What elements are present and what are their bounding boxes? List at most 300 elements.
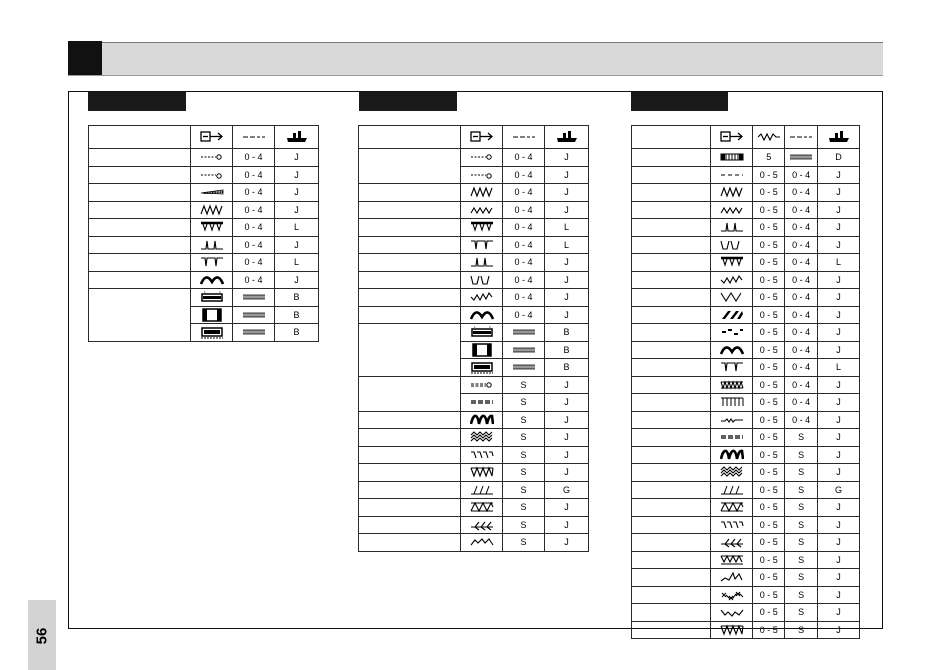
stitch-width-value: 0 - 5 — [759, 344, 778, 355]
scallop-icon — [200, 273, 224, 287]
stitch-length-cell — [503, 184, 545, 202]
presser-foot-cell — [275, 149, 319, 167]
stitch-length-cell — [785, 236, 818, 254]
table-row — [89, 149, 319, 167]
shell-tuck-icon — [200, 220, 224, 234]
table-row — [632, 306, 860, 324]
honeycomb-icon — [470, 430, 494, 444]
stitch-length-cell — [785, 184, 818, 202]
stitch-icon-cell — [711, 271, 753, 289]
stitch-name-cell — [359, 534, 461, 552]
rick-rack-icon — [720, 448, 744, 462]
stitch-length-cell — [233, 271, 275, 289]
presser-foot-value: J — [564, 449, 569, 460]
presser-foot-cell — [818, 324, 860, 342]
stitch-icon-cell — [461, 236, 503, 254]
stitch-icon-cell — [461, 184, 503, 202]
presser-foot-cell — [818, 516, 860, 534]
stitch-length-value: 0 - 4 — [244, 257, 263, 268]
stitch-icon-cell — [711, 499, 753, 517]
stitch-length-cell — [233, 289, 275, 307]
presser-foot-value: J — [836, 327, 841, 338]
presser-foot-cell — [818, 481, 860, 499]
presser-foot-cell — [545, 324, 589, 342]
buttonhole-round-icon — [200, 290, 224, 304]
table-row — [632, 534, 860, 552]
table-row — [632, 359, 860, 377]
stitch-width-value: 0 - 5 — [759, 467, 778, 478]
page-number-tab — [28, 600, 56, 670]
stitch-length-cell — [503, 359, 545, 377]
stitch-icon-cell — [711, 324, 753, 342]
page-number: 56 — [33, 627, 51, 645]
presser-foot-value: J — [564, 467, 569, 478]
stitch-length-value: S — [798, 572, 805, 583]
presser-foot-value: J — [836, 519, 841, 530]
table-row — [632, 551, 860, 569]
stitch-name-cell — [632, 166, 711, 184]
stitch-width-value: 0 - 5 — [759, 572, 778, 583]
svg-text:2: 2 — [488, 325, 491, 330]
stitch-name-cell — [89, 201, 191, 219]
stitch-width-value: 0 - 5 — [759, 379, 778, 390]
stitch-icon-cell — [461, 516, 503, 534]
stitch-icon-cell — [461, 306, 503, 324]
stitch-length-value: S — [520, 432, 527, 443]
stitch-length-cell — [503, 376, 545, 394]
stitch-icon-cell — [711, 586, 753, 604]
table-row — [89, 166, 319, 184]
table-row — [632, 149, 860, 167]
buttonhole-length-icon — [242, 290, 266, 304]
stitch-width-value: 5 — [766, 152, 772, 163]
presser-foot-value: J — [836, 292, 841, 303]
stitch-name-cell — [359, 254, 461, 272]
stitch-name-cell — [632, 201, 711, 219]
presser-foot-value: J — [836, 239, 841, 250]
stitch-icon-cell — [711, 236, 753, 254]
stitch-length-value: 0 - 4 — [514, 187, 533, 198]
stitch-width-value: 0 - 5 — [759, 274, 778, 285]
stitch-name-cell — [632, 324, 711, 342]
stitch-length-cell — [503, 166, 545, 184]
stitch-name-cell — [632, 621, 711, 639]
stitch-length-cell — [785, 551, 818, 569]
table-row — [632, 604, 860, 622]
stitch-name-cell — [359, 201, 461, 219]
stitch-length-value: 0 - 4 — [244, 204, 263, 215]
heart-wave-icon — [720, 605, 744, 619]
stitch-icon-cell — [711, 306, 753, 324]
stitch-icon-cell — [461, 271, 503, 289]
presser-foot-cell — [275, 184, 319, 202]
stitch-length-value: 0 - 4 — [792, 274, 811, 285]
stitch-name-cell — [632, 411, 711, 429]
buttonhole-square-icon — [200, 308, 224, 322]
stitch-length-value: S — [520, 397, 527, 408]
stitch-width-cell — [753, 446, 785, 464]
stitch-name-cell — [359, 481, 461, 499]
stitch-length-value: 0 - 4 — [514, 169, 533, 180]
presser-foot-value: J — [564, 309, 569, 320]
stitch-length-value: 0 - 4 — [792, 379, 811, 390]
blind-hem-icon — [470, 255, 494, 269]
svg-text:1: 1 — [203, 290, 206, 295]
stitch-pattern-header-icon — [470, 130, 494, 144]
stitch-length-cell — [503, 324, 545, 342]
stretch-hem-icon — [470, 273, 494, 287]
cross-stitch-icon — [720, 588, 744, 602]
zigzag-stitch-icon — [470, 185, 494, 199]
buttonhole-length-icon — [789, 150, 813, 164]
slant-satin-icon — [720, 308, 744, 322]
presser-foot-cell — [818, 359, 860, 377]
stitch-name-cell — [632, 306, 711, 324]
presser-foot-cell — [818, 236, 860, 254]
stitch-pattern-header-icon — [720, 130, 744, 144]
presser-foot-cell — [275, 254, 319, 272]
presser-foot-value: J — [836, 554, 841, 565]
stitch-length-value: 0 - 4 — [792, 414, 811, 425]
stitch-icon-cell — [461, 446, 503, 464]
stitch-length-cell — [785, 534, 818, 552]
table-row — [89, 271, 319, 289]
stitch-length-cell — [785, 394, 818, 412]
stitch-name-cell — [89, 289, 191, 342]
triangle-stitch-icon — [470, 465, 494, 479]
stitch-icon-cell — [711, 376, 753, 394]
table-row — [359, 481, 589, 499]
buttonhole-keyhole-icon — [470, 360, 494, 374]
stitch-icon-cell — [191, 236, 233, 254]
stitch-length-cell — [785, 271, 818, 289]
stitch-icon-cell — [461, 324, 503, 342]
presser-foot-value: J — [564, 152, 569, 163]
stitch-length-value: S — [798, 537, 805, 548]
stitch-length-value: 0 - 4 — [792, 257, 811, 268]
stitch-name-cell — [359, 411, 461, 429]
feather-stitch-icon — [720, 518, 744, 532]
stitch-width-cell — [753, 394, 785, 412]
stitch-length-cell — [503, 306, 545, 324]
stitch-icon-cell — [711, 201, 753, 219]
stitch-name-cell — [359, 306, 461, 324]
buttonhole-length-icon — [242, 325, 266, 339]
stitch-width-value: 0 - 5 — [759, 239, 778, 250]
stitch-width-cell — [753, 569, 785, 587]
stitch-width-cell — [753, 201, 785, 219]
presser-foot-value: J — [294, 187, 299, 198]
table-row — [359, 376, 589, 394]
stitch-width-value: 0 - 5 — [759, 309, 778, 320]
presser-foot-cell — [818, 464, 860, 482]
presser-foot-value: L — [836, 362, 842, 373]
presser-foot-value: J — [836, 309, 841, 320]
stitch-icon-cell — [711, 219, 753, 237]
zigzag-small-icon — [720, 203, 744, 217]
presser-foot-value: J — [836, 344, 841, 355]
stitch-length-value: 0 - 4 — [792, 344, 811, 355]
wave-stitch-icon — [470, 535, 494, 549]
blind-hem-inverse-icon — [200, 255, 224, 269]
stitch-width-value: 0 - 5 — [759, 414, 778, 425]
stitch-name-cell — [359, 149, 461, 184]
stitch-length-value: S — [798, 449, 805, 460]
presser-foot-cell — [545, 376, 589, 394]
stitch-length-value: 0 - 4 — [792, 169, 811, 180]
stitch-length-value: 0 - 4 — [514, 257, 533, 268]
stitch-length-value: S — [798, 589, 805, 600]
blind-hem-inverse-icon — [720, 360, 744, 374]
presser-foot-value: B — [293, 292, 300, 303]
stitch-width-value: 0 - 5 — [759, 362, 778, 373]
stitch-width-cell — [753, 621, 785, 639]
triple-straight-center-icon — [720, 430, 744, 444]
stitch-length-value: 0 - 4 — [792, 187, 811, 198]
stitch-name-cell — [359, 271, 461, 289]
stitch-length-value: 0 - 4 — [792, 222, 811, 233]
table-row — [359, 271, 589, 289]
presser-foot-cell — [818, 394, 860, 412]
stitch-name-cell — [632, 569, 711, 587]
presser-foot-cell — [818, 219, 860, 237]
table-row — [359, 464, 589, 482]
table-row — [359, 289, 589, 307]
stitch-name-cell — [89, 236, 191, 254]
stitch-length-value: S — [798, 467, 805, 478]
stitch-length-cell — [785, 201, 818, 219]
presser-foot-cell — [818, 569, 860, 587]
triple-straight-left-icon — [470, 378, 494, 392]
straight-dashed-icon — [720, 168, 744, 182]
stitch-width-value: 0 - 5 — [759, 432, 778, 443]
stitch-length-cell — [785, 306, 818, 324]
presser-foot-value: L — [293, 257, 299, 268]
slant-stitch-icon — [720, 483, 744, 497]
stitch-length-value: 0 - 4 — [514, 152, 533, 163]
presser-foot-cell — [275, 219, 319, 237]
table-row — [89, 289, 319, 307]
stitch-icon-cell — [711, 464, 753, 482]
presser-foot-value: B — [563, 344, 570, 355]
stitch-icon-cell — [461, 219, 503, 237]
stitch-pattern-header-icon — [200, 130, 224, 144]
stitch-name-cell — [632, 551, 711, 569]
presser-foot-cell — [275, 166, 319, 184]
stitch-width-cell — [753, 429, 785, 447]
stitch-length-cell — [503, 149, 545, 167]
stitch-length-cell — [785, 341, 818, 359]
stitch-width-cell — [753, 324, 785, 342]
presser-foot-value: G — [562, 484, 570, 495]
stitch-width-cell — [753, 219, 785, 237]
stitch-icon-cell — [191, 324, 233, 342]
stitch-length-value: 0 - 4 — [792, 362, 811, 373]
overlock-icon — [720, 378, 744, 392]
presser-foot-cell — [818, 446, 860, 464]
stretch-hem-icon — [720, 238, 744, 252]
presser-foot-cell — [545, 446, 589, 464]
stitch-length-cell — [785, 411, 818, 429]
stitch-length-cell — [503, 429, 545, 447]
buttonhole-round-icon — [470, 325, 494, 339]
rick-rack-icon — [470, 413, 494, 427]
stitch-length-cell — [233, 324, 275, 342]
stitch-name-cell — [632, 236, 711, 254]
presser-foot-value: J — [294, 204, 299, 215]
stitch-length-cell — [503, 481, 545, 499]
stitch-icon-cell — [711, 289, 753, 307]
stitch-width-value: 0 - 5 — [759, 624, 778, 635]
table-row — [632, 394, 860, 412]
table-row — [359, 254, 589, 272]
presser-foot-cell — [818, 166, 860, 184]
blind-hem-icon — [200, 238, 224, 252]
presser-foot-cell — [818, 586, 860, 604]
stitch-name-cell — [632, 359, 711, 377]
presser-foot-value: J — [564, 414, 569, 425]
stitch-length-cell — [785, 586, 818, 604]
leaf-stitch-icon — [720, 570, 744, 584]
table-row — [359, 324, 589, 342]
presser-foot-value: G — [835, 484, 843, 495]
stitch-width-value: 0 - 5 — [759, 537, 778, 548]
comb-stitch-icon — [720, 395, 744, 409]
presser-foot-value: J — [564, 379, 569, 390]
stitch-length-value: S — [798, 502, 805, 513]
presser-foot-cell — [545, 289, 589, 307]
presser-foot-cell — [545, 359, 589, 377]
buttonhole-length-icon — [242, 308, 266, 322]
stitch-name-cell — [359, 184, 461, 202]
stitch-width-cell — [753, 359, 785, 377]
stitch-length-cell — [503, 534, 545, 552]
presser-foot-value: J — [836, 204, 841, 215]
stitch-icon-cell — [711, 481, 753, 499]
stitch-name-cell — [359, 236, 461, 254]
table-row — [359, 516, 589, 534]
stitch-width-cell — [753, 254, 785, 272]
presser-foot-value: J — [564, 397, 569, 408]
table-row — [359, 236, 589, 254]
straight-stitch-center-icon — [470, 168, 494, 182]
stitch-length-cell — [503, 464, 545, 482]
presser-foot-cell — [275, 201, 319, 219]
stitch-length-value: 0 - 4 — [244, 222, 263, 233]
presser-foot-value: J — [564, 537, 569, 548]
stitch-icon-cell — [461, 376, 503, 394]
table-row — [632, 464, 860, 482]
stitch-width-value: 0 - 5 — [759, 502, 778, 513]
presser-foot-header-icon — [285, 130, 309, 144]
stitch-width-value: 0 - 5 — [759, 257, 778, 268]
presser-foot-cell — [275, 271, 319, 289]
stitch-length-cell — [785, 499, 818, 517]
stitch-length-cell — [503, 341, 545, 359]
table-row — [632, 481, 860, 499]
presser-foot-cell — [275, 324, 319, 342]
presser-foot-value: B — [563, 327, 570, 338]
presser-foot-value: L — [836, 257, 842, 268]
presser-foot-cell — [545, 534, 589, 552]
stitch-table-3 — [631, 125, 860, 639]
buttonhole-length-icon — [512, 343, 536, 357]
table-row — [359, 149, 589, 167]
stitch-length-value: S — [520, 519, 527, 530]
presser-foot-cell — [275, 306, 319, 324]
stitch-length-value: S — [798, 432, 805, 443]
stitch-name-cell — [359, 324, 461, 377]
stitch-length-cell — [233, 184, 275, 202]
buttonhole-square-icon — [470, 343, 494, 357]
stitch-width-value: 0 - 5 — [759, 554, 778, 565]
table-row — [359, 534, 589, 552]
arrow-stitch-icon — [720, 535, 744, 549]
stitch-width-value: 0 - 5 — [759, 169, 778, 180]
stitch-length-value: S — [798, 484, 805, 495]
presser-foot-cell — [818, 149, 860, 167]
presser-foot-cell — [545, 499, 589, 517]
presser-foot-value: J — [564, 519, 569, 530]
stitch-length-cell — [785, 569, 818, 587]
stitch-name-cell — [632, 481, 711, 499]
header-label-cell — [632, 126, 711, 149]
stitch-name-cell — [632, 446, 711, 464]
presser-foot-cell — [818, 184, 860, 202]
presser-foot-value: J — [836, 379, 841, 390]
presser-foot-cell — [545, 429, 589, 447]
stitch-length-value: 0 - 4 — [514, 292, 533, 303]
table-row — [632, 271, 860, 289]
stitch-name-cell — [632, 394, 711, 412]
presser-foot-value: J — [564, 274, 569, 285]
presser-foot-cell — [545, 464, 589, 482]
table-row — [359, 446, 589, 464]
stitch-length-cell — [785, 376, 818, 394]
stitch-length-cell — [503, 271, 545, 289]
stitch-icon-cell — [711, 341, 753, 359]
buttonhole-length-icon — [512, 325, 536, 339]
table-row — [359, 499, 589, 517]
presser-foot-cell — [545, 481, 589, 499]
stitch-width-cell — [753, 534, 785, 552]
stitch-length-value: S — [520, 467, 527, 478]
stitch-length-value: S — [520, 414, 527, 425]
stitch-name-cell — [632, 516, 711, 534]
stitch-icon-cell — [711, 149, 753, 167]
stitch-length-cell — [785, 604, 818, 622]
table-row — [632, 499, 860, 517]
table-row — [632, 446, 860, 464]
stitch-width-value: 0 - 5 — [759, 187, 778, 198]
stitch-icon-cell — [461, 411, 503, 429]
stitch-length-cell — [785, 219, 818, 237]
stitch-length-value: 0 - 4 — [514, 239, 533, 250]
stitch-width-cell — [753, 604, 785, 622]
stitch-width-cell — [753, 166, 785, 184]
presser-foot-cell — [818, 604, 860, 622]
stitch-icon-cell — [461, 534, 503, 552]
stitch-length-cell — [503, 254, 545, 272]
presser-foot-value: J — [836, 537, 841, 548]
stitch-icon-cell — [191, 219, 233, 237]
straight-stitch-left-icon — [470, 150, 494, 164]
table-row — [359, 429, 589, 447]
stitch-icon-cell — [461, 341, 503, 359]
stitch-length-cell — [503, 201, 545, 219]
stitch-icon-cell — [461, 201, 503, 219]
stitch-icon-cell — [461, 429, 503, 447]
